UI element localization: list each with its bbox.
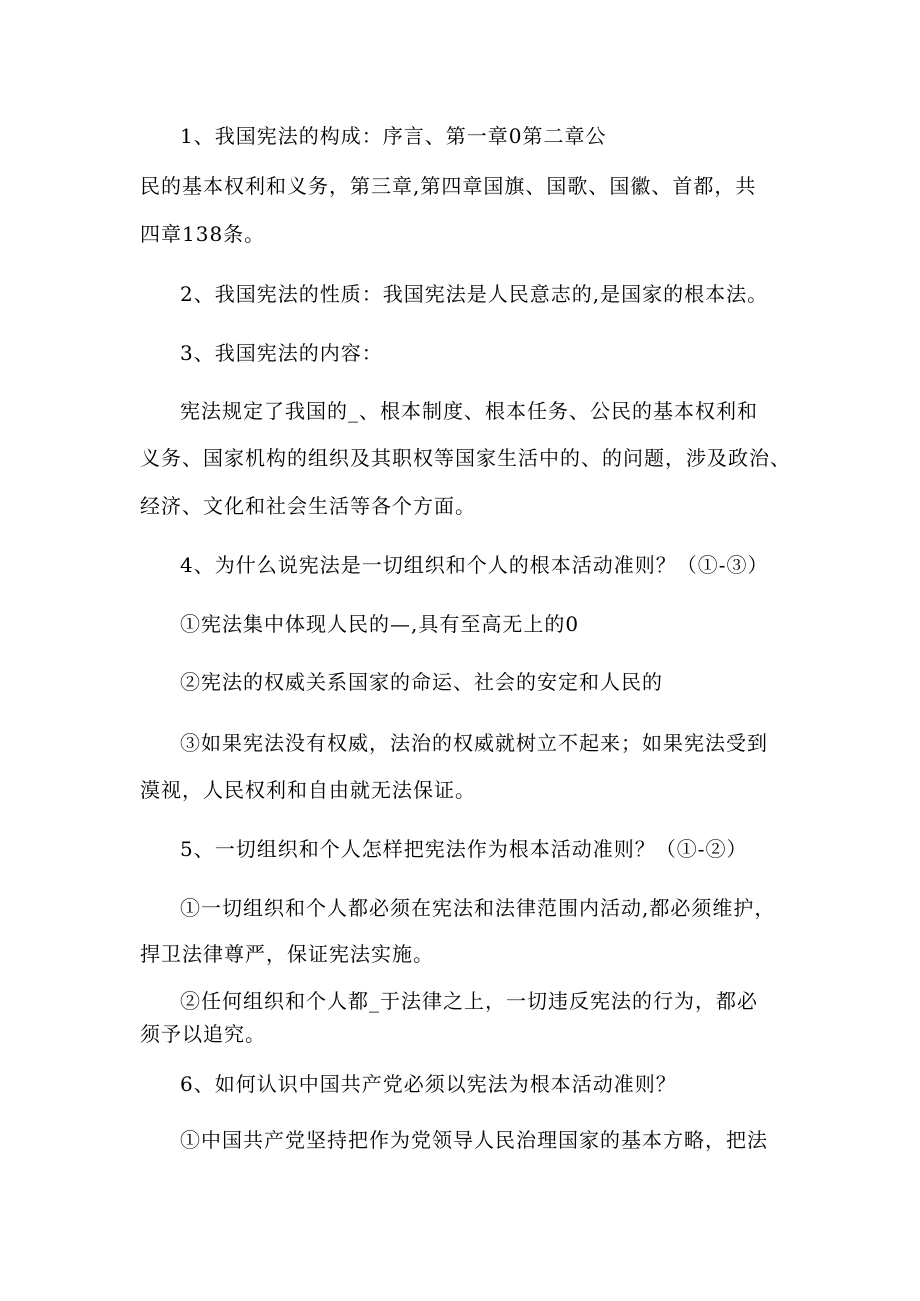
text-line: 4、为什么说宪法是一切组织和个人的根本活动准则？（①-③） [180, 553, 769, 577]
text-line: 义务、国家机构的组织及其职权等国家生活中的、的问题，涉及政治、 [140, 446, 791, 470]
text-line: 5、一切组织和个人怎样把宪法作为根本活动准则？（①-②） [180, 837, 748, 861]
text-line: 6、如何认识中国共产党必须以宪法为根本活动准则？ [180, 1072, 677, 1096]
text-line: ②宪法的权威关系国家的命运、社会的安定和人民的 [180, 670, 663, 694]
text-line: ③如果宪法没有权威，法治的权威就树立不起来；如果宪法受到 [180, 731, 768, 755]
text-line: 须予以追究。 [140, 1022, 266, 1046]
text-line: 漠视，人民权利和自由就无法保证。 [140, 778, 476, 802]
text-line: ①宪法集中体现人民的—,具有至高无上的0 [180, 612, 580, 636]
text-line: ②任何组织和个人都_于法律之上，一切违反宪法的行为，都必 [180, 989, 758, 1013]
text-line: ①中国共产党坚持把作为党领导人民治理国家的基本方略，把法 [180, 1128, 768, 1152]
text-line: 1、我国宪法的构成：序言、第一章0第二章公 [180, 124, 607, 148]
text-line: 宪法规定了我国的_、根本制度、根本任务、公民的基本权利和 [180, 399, 758, 423]
text-line: 捍卫法律尊严，保证宪法实施。 [140, 942, 434, 966]
text-line: 四章138条。 [140, 222, 266, 246]
text-line: ①一切组织和个人都必须在宪法和法律范围内活动,都必须维护， [180, 896, 776, 920]
text-line: 2、我国宪法的性质：我国宪法是人民意志的,是国家的根本法。 [180, 282, 769, 306]
text-line: 民的基本权利和义务，第三章,第四章国旗、国歌、国徽、首都，共 [140, 174, 757, 198]
text-line: 3、我国宪法的内容： [180, 341, 383, 365]
text-line: 经济、文化和社会生活等各个方面。 [140, 494, 476, 518]
